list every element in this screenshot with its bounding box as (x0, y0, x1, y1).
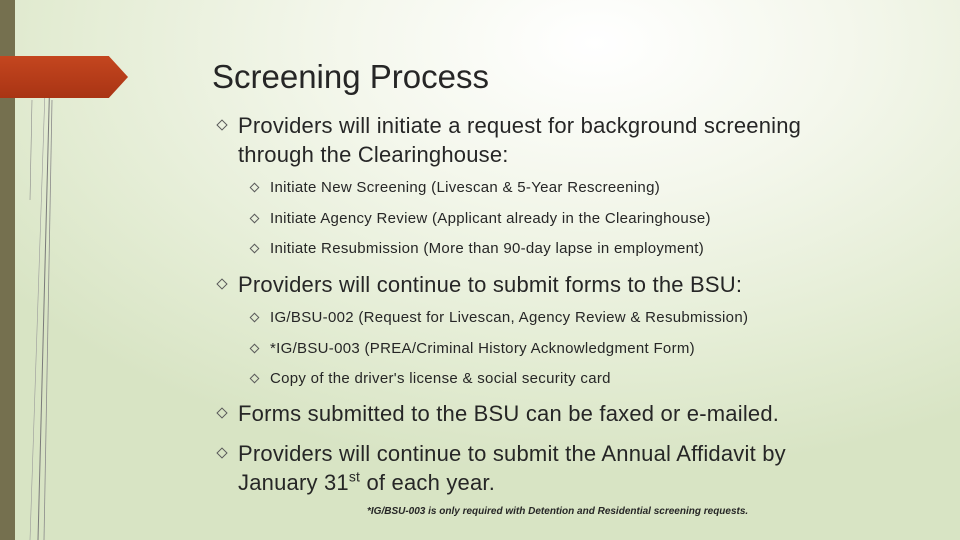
diamond-bullet-icon (250, 344, 260, 354)
bullet-item (238, 439, 786, 497)
diamond-bullet-icon (250, 214, 260, 224)
diamond-bullet-icon (216, 447, 227, 458)
sub-bullet-text: Initiate New Screening (Livescan & 5-Year Rescreening) (270, 179, 661, 196)
sub-bullet-item (270, 209, 711, 229)
footnote: *IG/BSU-003 is only required with Detention and Residential screening requests. (367, 506, 749, 517)
bullet-text: through the Clearinghouse: (238, 142, 509, 167)
diamond-bullet-icon (250, 374, 260, 384)
bullet-text: Providers will continue to submit the Annual Affidavit by (238, 441, 786, 466)
diamond-bullet-icon (216, 119, 227, 130)
diamond-bullet-icon (216, 278, 227, 289)
ordinal-suffix: st (348, 468, 361, 485)
sub-bullet-item (270, 308, 748, 328)
page-title: Screening Process (212, 58, 489, 95)
bullet-text: Providers will continue to submit forms to the BSU: (238, 272, 743, 297)
title-accent-arrow (0, 56, 128, 98)
sub-bullet-text: Initiate Resubmission (More than 90-day lapse in employment) (270, 240, 705, 257)
sub-bullet-item (270, 369, 611, 389)
sub-bullet-text: *IG/BSU-003 (PREA/Criminal History Acknowledgment Form) (270, 340, 695, 357)
sub-bullet-item (270, 239, 704, 259)
bullet-item (238, 270, 742, 299)
diamond-bullet-icon (250, 244, 260, 254)
bullet-text: Forms submitted to the BSU can be faxed or e-mailed. (238, 401, 780, 426)
diamond-bullet-icon (216, 407, 227, 418)
date-text-suffix: of each year. (360, 470, 496, 495)
sub-bullet-text: Copy of the driver's license & social security card (270, 370, 611, 387)
sub-bullet-text: Initiate Agency Review (Applicant already in the Clearinghouse) (270, 210, 711, 227)
bullet-item (238, 399, 779, 428)
sub-bullet-text: IG/BSU-002 (Request for Livescan, Agency Review & Resubmission) (270, 309, 749, 326)
bullet-text-last-line (238, 468, 786, 497)
bullet-item (238, 111, 801, 169)
bullet-text: Providers will initiate a request for background screening (238, 113, 802, 138)
sub-bullet-item (270, 178, 660, 198)
sub-bullet-item (270, 339, 695, 359)
date-text: January 31 (238, 470, 349, 495)
diamond-bullet-icon (250, 183, 260, 193)
diamond-bullet-icon (250, 313, 260, 323)
